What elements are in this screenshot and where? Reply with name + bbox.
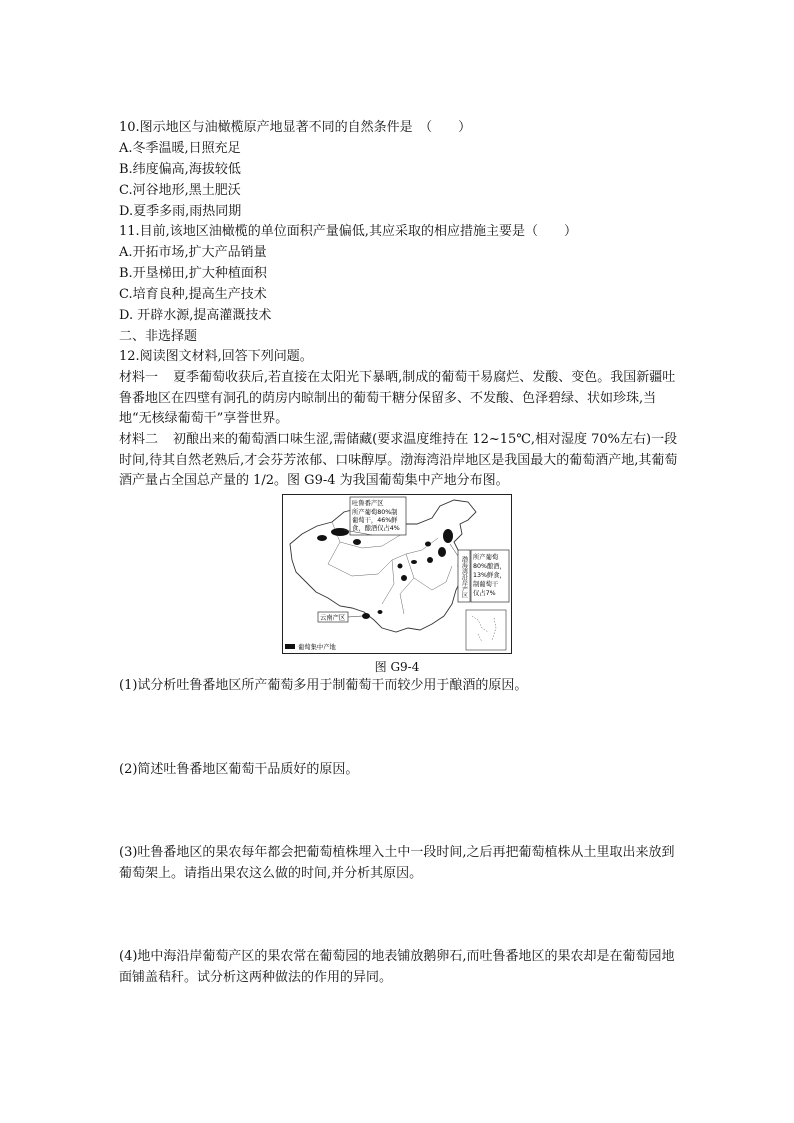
q10-option-a: A.冬季温暖,日照充足 (119, 141, 241, 156)
grape-area-yunnan (362, 613, 370, 619)
turpan-callout-line-2: 葡萄干，46%鲜 (352, 517, 398, 524)
material-one-text: 夏季葡萄收获后,若直接在太阳光下暴晒,制成的葡萄干易腐烂、发酸、变色。我国新疆吐鲁番地区在四壁有洞孔的荫房内晾制出的葡萄干糖分保留多、不发酸、色泽碧绿、状如珍珠,当地“无核绿葡萄干”享誉世界。 (119, 370, 676, 426)
sub-question-3: (3)吐鲁番地区的果农每年都会把葡萄植株埋入土中一段时间,之后再把葡萄植株从土里取出来放到葡萄架上。请指出果农这么做的时间,并分析其原因。 (119, 845, 675, 881)
q10-stem: 10.图示地区与油橄榄原产地显著不同的自然条件是 （ ） (119, 120, 472, 135)
material-two-label: 材料二 (119, 432, 159, 447)
q11-stem: 11.目前,该地区油橄榄的单位面积产量偏低,其应采取的相应措施主要是（ ） (119, 224, 577, 239)
sub-question-4: (4)地中海沿岸葡萄产区的果农常在葡萄园的地表铺放鹅卵石,而吐鲁番地区的果农却是在葡萄园地面铺盖秸秆。试分析这两种做法的作用的异同。 (119, 949, 675, 985)
grape-area-guizhou (378, 610, 383, 614)
turpan-callout-line-3: 食，酿酒仅占4% (352, 525, 400, 532)
grape-area-hebei (425, 542, 431, 547)
sub-question-2: (2)简述吐鲁番地区葡萄干品质好的原因。 (119, 762, 359, 777)
material-two (119, 430, 679, 492)
bohai-callout-line-5: 仅占7% (473, 590, 496, 597)
material-one-label: 材料一 (119, 370, 159, 385)
grape-area-shaanxi (398, 564, 403, 569)
grape-area-xinjiang-west (317, 535, 327, 541)
q10-option-d: D.夏季多雨,雨热同期 (119, 204, 242, 219)
figure-caption: 图 G9-4 (374, 660, 420, 674)
q10-option-b: B.纬度偏高,海拔较低 (119, 162, 241, 177)
grape-area-bohai-south (438, 547, 446, 557)
bohai-callout-line-2: 80%酿酒， (473, 563, 506, 570)
q11-option-d: D. 开辟水源,提高灌溉技术 (119, 308, 272, 323)
grape-area-xinjiang-east (353, 539, 361, 545)
material-one (119, 368, 679, 430)
q10-option-c: C.河谷地形,黑土肥沃 (119, 183, 241, 198)
legend-label: 葡萄集中产地 (298, 644, 336, 651)
grape-area-bohai-north (443, 529, 453, 543)
q11-option-c: C.培育良种,提高生产技术 (119, 287, 267, 302)
q11-option-b: B.开垦梯田,扩大种植面积 (119, 266, 267, 281)
bohai-callout-line-3: 13%鲜食， (473, 572, 506, 579)
yunnan-callout-title: 云南产区 (320, 614, 346, 622)
legend-swatch (285, 644, 295, 649)
grape-area-central (401, 575, 407, 581)
turpan-callout-title: 吐鲁番产区 (352, 500, 384, 507)
grape-area-shandong (427, 557, 433, 563)
grape-area-henan (411, 560, 417, 564)
sub-question-1: (1)试分析吐鲁番地区所产葡萄多用于制葡萄干而较少用于酿酒的原因。 (119, 678, 528, 693)
grape-area-turpan (331, 528, 349, 536)
material-two-text: 初酿出来的葡萄酒口味生涩,需储藏(要求温度维持在 12~15℃,相对湿度 70%左右)一段时间,待其自然老熟后,才会芬芳浓郁、口味醇厚。渤海湾沿岸地区是我国最大的葡萄酒产地,其葡萄酒产量占全国总产量的 1/2。图 G9-4 为我国葡萄集中产地分布图。 (119, 432, 678, 488)
bohai-callout-line-1: 所产葡萄 (473, 554, 499, 561)
q11-option-a: A.开拓市场,扩大产品销量 (119, 245, 267, 260)
turpan-callout-line-1: 所产葡萄80%制 (352, 509, 398, 516)
bohai-callout-line-4: 制葡萄干 (473, 581, 499, 588)
grape-production-map (282, 494, 512, 654)
q12-stem: 12.阅读图文材料,回答下列问题。 (119, 349, 313, 364)
section-heading: 二、非选择题 (119, 329, 198, 344)
bohai-callout-title: 渤海湾沿岸产区 (460, 556, 468, 598)
